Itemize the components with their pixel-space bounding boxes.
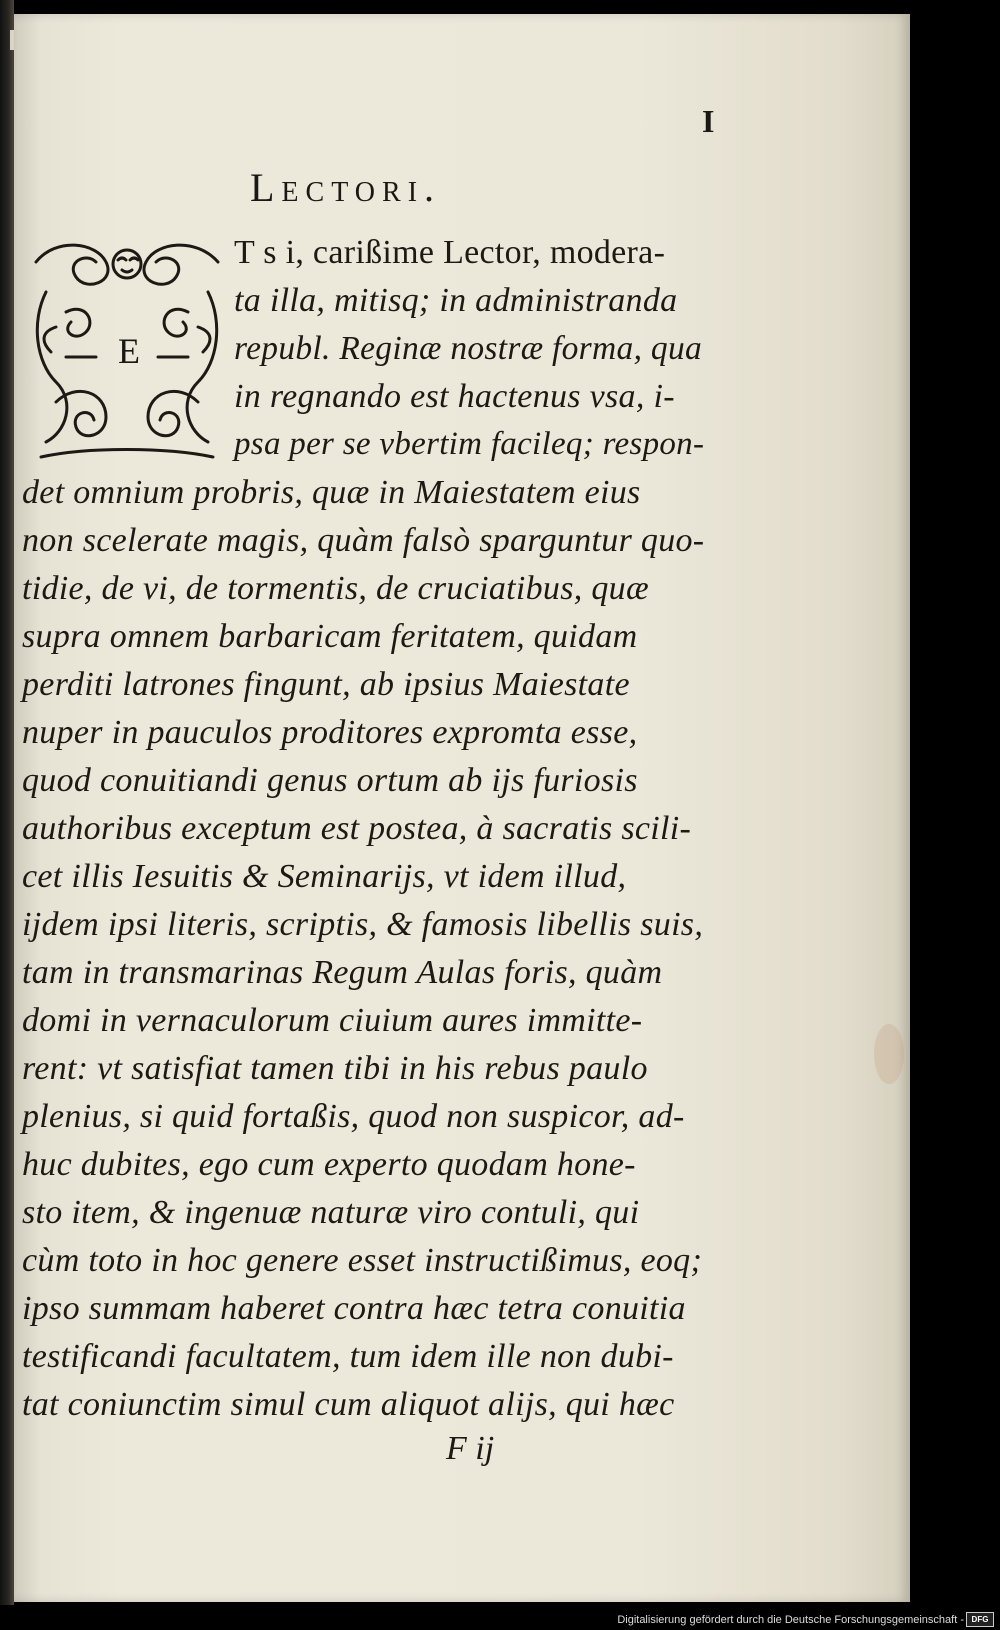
- text-line: psa per se vbertim facileq; respon-: [234, 426, 705, 462]
- text-line: authoribus exceptum est postea, à sacratis scili-: [22, 810, 692, 847]
- text-line: plenius, si quid fortaßis, quod non suspicor, ad-: [22, 1098, 685, 1135]
- text-line: huc dubites, ego cum experto quodam hone-: [22, 1146, 636, 1183]
- signature-mark: F ij: [446, 1430, 495, 1467]
- decorated-initial: [26, 232, 228, 462]
- text-line: ijdem ipsi literis, scriptis, & famosis libellis suis,: [22, 906, 704, 943]
- text-line: ta illa, mitisq; in administranda: [234, 282, 678, 319]
- text-line: sto item, & ingenuæ naturæ viro contuli, qui: [22, 1194, 640, 1231]
- text-line: non scelerate magis, quàm falsò sparguntur quo-: [22, 522, 705, 559]
- text-line: ipso summam haberet contra hæc tetra conuitia: [22, 1290, 686, 1327]
- paper-stain: [874, 1024, 904, 1084]
- text-line: tam in transmarinas Regum Aulas foris, quàm: [22, 954, 663, 991]
- text-line: testificandi facultatem, tum idem ille non dubi-: [22, 1338, 674, 1375]
- text-line: tidie, de vi, de tormentis, de cruciatibus, quæ: [22, 570, 649, 607]
- digitization-credit: Digitalisierung gefördert durch die Deutsche Forschungsgemeinschaft -: [617, 1614, 964, 1626]
- text-line: republ. Reginæ nostræ forma, qua: [234, 330, 703, 367]
- page-number: I: [702, 103, 715, 139]
- text-line: in regnando est hactenus vsa, i-: [234, 378, 675, 415]
- text-line: T s i, carißime Lector, modera-: [234, 234, 666, 271]
- initial-letter: E: [118, 331, 140, 371]
- text-line: cet illis Iesuitis & Seminarijs, vt idem illud,: [22, 858, 627, 895]
- text-line: det omnium probris, quæ in Maiestatem eius: [22, 474, 641, 511]
- text-line: quod conuitiandi genus ortum ab ijs furiosis: [22, 762, 638, 799]
- text-line: perditi latrones fingunt, ab ipsius Maiestate: [22, 666, 630, 703]
- text-line: nuper in pauculos proditores expromta esse,: [22, 714, 638, 751]
- dfg-logo: DFG: [966, 1612, 994, 1627]
- text-line: supra omnem barbaricam feritatem, quidam: [22, 618, 638, 655]
- page-heading: Lectori.: [250, 165, 442, 210]
- book-spine: [0, 0, 14, 1605]
- text-line: tat coniunctim simul cum aliquot alijs, qui hæc: [22, 1386, 675, 1423]
- text-line: domi in vernaculorum ciuium aures immitte-: [22, 1002, 643, 1039]
- text-line: cùm toto in hoc genere esset instructißimus, eoq;: [22, 1242, 703, 1279]
- text-line: rent: vt satisfiat tamen tibi in his rebus paulo: [22, 1050, 648, 1087]
